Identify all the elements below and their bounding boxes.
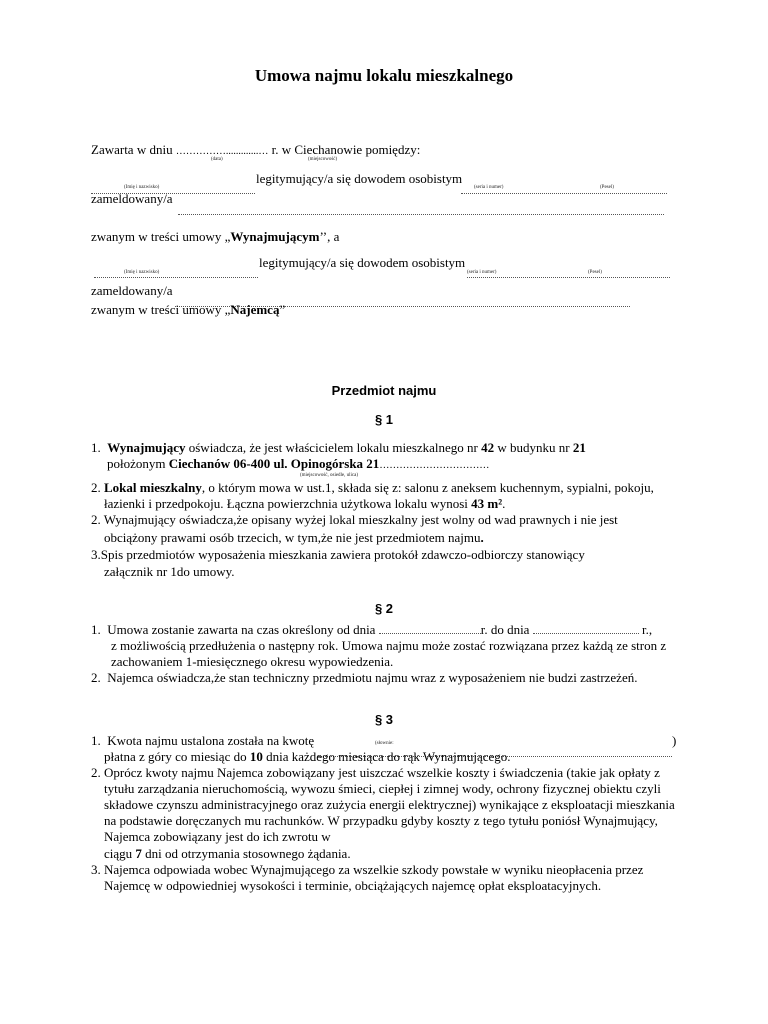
s3-para-3: 3. Najemca odpowiada wobec Wynajmującego za wszelkie szkody powstałe w wyniku nieopłacenia przez [91,862,644,877]
s1-para-4: 3.Spis przedmiotów wyposażenia mieszkania zawiera protokół zdawczo-odbiorczy stanowiący [91,547,585,562]
document-title: Umowa najmu lokalu mieszkalnego [254,66,514,85]
hint-series-2: (seria i numer) [467,270,497,275]
s1-para-3-line-2: obciążony prawami osób trzecich, w tym,że nie jest przedmiotem najmu. [104,530,484,545]
hint-address: (miejscowość, osiedle, ulica) [300,473,359,478]
s3-para-2-line-4: na podstawie doręczanych mu rachunków. W przypadku gdyby koszty z tego tytułu poniósł Wynajmujący, [104,813,658,828]
section-3-sign: § 3 [374,712,394,727]
hint-date: (data) [211,157,223,162]
landlord-designation: zwanym w treści umowy „Wynajmującym’’, a [91,229,340,244]
hint-pesel: (Pesel) [600,185,614,190]
date-from-field[interactable] [379,632,481,634]
s1-para-4-line-2: załącznik nr 1do umowy. [104,564,235,579]
s3-para-2: 2. Oprócz kwoty najmu Najemca zobowiązany jest uiszczać wszelkie koszty i świadczenia (takie jak opłaty z [91,765,660,780]
hint-series: (seria i numer) [474,185,504,190]
s3-para-2-line-5: Najemca zobowiązany jest do ich zwrotu w [104,829,331,844]
s2-para-1-line-2: z możliwością przedłużenia o następny rok. Umowa najmu może zostać rozwiązana przez każdą ze stron z [111,638,667,653]
s1-para-3: 2. Wynajmujący oświadcza,że opisany wyżej lokal mieszkalny jest wolny od wad prawnych i nie jest [91,512,618,527]
s1-para-1-line-2: położonym Ciechanów 06-400 ul. Opinogórska 21…………………………… [107,456,490,471]
hint-place: (miejscowość) [308,157,338,162]
property-area: 43 m² [471,496,503,511]
s2-para-1-line-3: zachowaniem 1-miesięcznego okresu wypowiedzenia. [111,654,394,669]
landlord-registered-label: zameldowany/a [91,191,173,206]
landlord-term: Wynajmującym [230,229,320,244]
hint-pesel-2: (Pesel) [588,270,602,275]
amount-close-paren: ) [672,733,677,748]
s3-para-2-line-3: składowe czynszu administracyjnego oraz zużycia energii elektrycznej) wynikające z eksploatacji mieszkania [104,797,675,812]
tenant-registered-label: zameldowany/a [91,283,173,298]
payment-day: 10 [249,749,263,764]
subject-heading: Przedmiot najmu [331,383,437,398]
tenant-designation: zwanym w treści umowy „Najemcą” [91,302,286,317]
s3-para-2-line-6: ciągu 7 dni od otrzymania stosownego żądania. [104,846,351,861]
landlord-registered-field[interactable] [178,202,664,220]
concluded-prefix: Zawarta w dniu [91,142,173,157]
hint-name: (Imię i nazwisko) [124,185,160,190]
tenant-id-field[interactable] [467,265,670,283]
concluded-suffix: r. w Ciechanowie pomiędzy: [271,142,421,157]
tenant-id-text: legitymujący/a się dowodem osobistym [259,255,466,270]
s3-para-2-line-2: tytułu zarządzania nieruchomością, wywozu śmieci, ciepłej i zimnej wody, ochrony fizycznej obiektu czyli [104,781,661,796]
s1-para-2: 2. Lokal mieszkalny, o którym mowa w ust.1, składa się z: salonu z aneksem kuchennym, sypialni, pokoju, [91,480,654,495]
landlord-id-text: legitymujący/a się dowodem osobistym [256,171,463,186]
section-2-sign: § 2 [374,601,394,616]
tenant-name-field[interactable] [94,265,258,283]
s3-para-1-line-2: płatna z góry co miesiąc do 10 dnia każdego miesiąca do rąk Wynajmującego. [104,749,511,764]
date-to-field[interactable] [533,632,639,634]
concluded-line [91,142,420,158]
tenant-term: Najemcą [230,302,280,317]
refund-days: 7 [135,846,142,861]
s1-para-1: 1. Wynajmujący oświadcza, że jest właścicielem lokalu mieszkalnego nr 42 w budynku nr 21 [91,440,586,455]
s3-para-1: 1. Kwota najmu ustalona została na kwotę [91,733,315,748]
section-1-sign: § 1 [374,412,394,427]
property-address: Ciechanów 06-400 ul. Opinogórska 21 [168,456,380,471]
s2-para-1: 1. Umowa zostanie zawarta na czas określony od dnia r. do dnia r., [91,622,653,637]
hint-in-words: (słownie: [375,741,394,746]
landlord-id-field[interactable] [461,181,667,199]
s2-para-2: 2. Najemca oświadcza,że stan techniczny przedmiotu najmu wraz z wyposażeniem nie budzi zastrzeżeń. [91,670,638,685]
s3-para-3-line-2: Najemcę w odpowiedniej wysokości i terminie, obciążających najemcę opłat eksploatacyjnych. [104,878,602,893]
hint-name-2: (Imię i nazwisko) [124,270,160,275]
date-field[interactable]: …………….............… [175,146,269,157]
s1-para-2-line-2: łazienki i przedpokoju. Łączna powierzchnia użytkowa lokalu wynosi 43 m². [104,496,506,511]
